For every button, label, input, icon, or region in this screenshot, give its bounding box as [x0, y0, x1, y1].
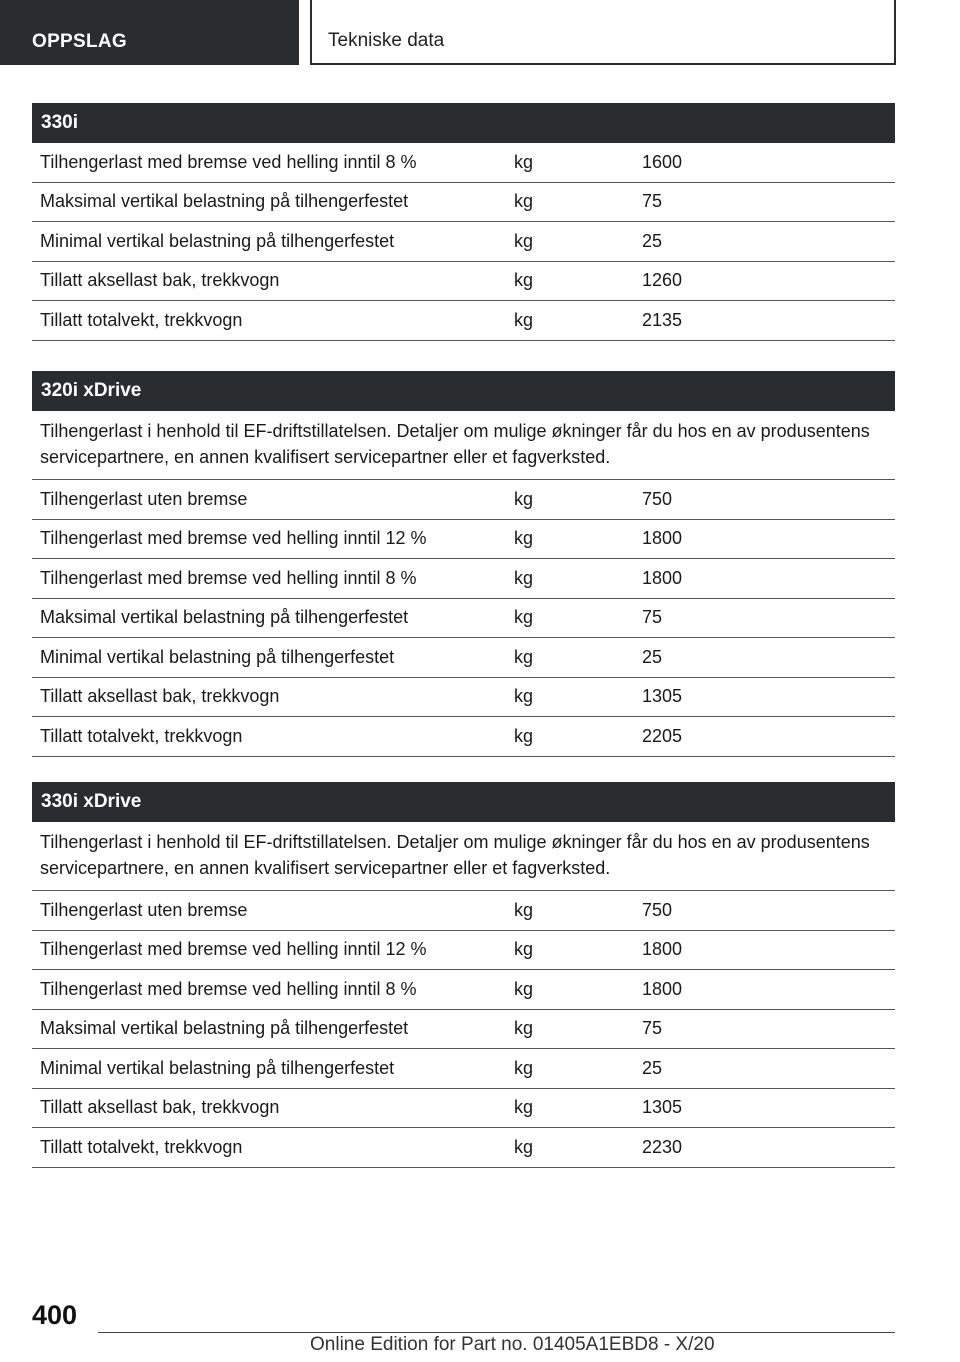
- header-chapter-title: Tekniske data: [310, 0, 896, 65]
- row-value: 1260: [642, 270, 683, 291]
- row-value: 750: [642, 488, 673, 509]
- row-label: Maksimal vertikal belastning på tilhengerfestet: [40, 191, 409, 212]
- row-unit: kg: [514, 899, 534, 920]
- section-title: 330i xDrive: [32, 782, 895, 822]
- footer-divider: [98, 1332, 895, 1333]
- row-unit: kg: [514, 939, 534, 960]
- row-label: Tilhengerlast med bremse ved helling inntil 12 %: [40, 939, 427, 960]
- row-value: 1800: [642, 939, 683, 960]
- row-label: Tillatt aksellast bak, trekkvogn: [40, 270, 280, 291]
- row-unit: kg: [514, 607, 534, 628]
- row-label: Maksimal vertikal belastning på tilhengerfestet: [40, 607, 409, 628]
- table-row: [32, 520, 895, 560]
- row-label: Tilhengerlast med bremse ved helling inntil 8 %: [40, 567, 417, 588]
- table-row: [32, 678, 895, 718]
- spec-section: [32, 371, 895, 757]
- row-value: 1800: [642, 978, 683, 999]
- section-title: 320i xDrive: [32, 371, 895, 411]
- row-value: 1800: [642, 567, 683, 588]
- row-value: 25: [642, 646, 663, 667]
- row-label: Tillatt aksellast bak, trekkvogn: [40, 686, 280, 707]
- table-row: [32, 1010, 895, 1050]
- row-unit: kg: [514, 1057, 534, 1078]
- row-unit: kg: [514, 151, 534, 172]
- page-number: 400: [32, 1300, 78, 1330]
- table-row: [32, 143, 895, 183]
- row-label: Tillatt totalvekt, trekkvogn: [40, 309, 243, 330]
- spec-section: [32, 103, 895, 341]
- row-value: 2230: [642, 1136, 683, 1157]
- row-unit: kg: [514, 978, 534, 999]
- section-title: 330i: [32, 103, 895, 143]
- row-label: Tillatt totalvekt, trekkvogn: [40, 725, 243, 746]
- row-label: Minimal vertikal belastning på tilhengerfestet: [40, 1057, 395, 1078]
- table-row: [32, 1049, 895, 1089]
- row-value: 750: [642, 899, 673, 920]
- row-label: Tilhengerlast med bremse ved helling inntil 8 %: [40, 151, 417, 172]
- row-value: 1305: [642, 686, 683, 707]
- row-unit: kg: [514, 270, 534, 291]
- row-unit: kg: [514, 686, 534, 707]
- footer-edition-text: Online Edition for Part no. 01405A1EBD8 - X/20: [310, 1334, 715, 1355]
- table-row: [32, 183, 895, 223]
- row-value: 75: [642, 607, 663, 628]
- row-unit: kg: [514, 488, 534, 509]
- table-row: [32, 891, 895, 931]
- table-row: [32, 559, 895, 599]
- table-row: [32, 301, 895, 341]
- row-unit: kg: [514, 725, 534, 746]
- row-value: 75: [642, 1018, 663, 1039]
- table-row: [32, 222, 895, 262]
- row-value: 1600: [642, 151, 683, 172]
- row-value: 75: [642, 191, 663, 212]
- row-label: Tilhengerlast med bremse ved helling inntil 8 %: [40, 978, 417, 999]
- row-value: 1305: [642, 1097, 683, 1118]
- section-note: Tilhengerlast i henhold til EF-driftstillatelsen. Detaljer om mulige økninger får du hos en av produsentens servicepartnere, en annen kvalifisert servicepartner eller et fagverksted.: [32, 411, 895, 480]
- row-unit: kg: [514, 191, 534, 212]
- row-unit: kg: [514, 309, 534, 330]
- row-unit: kg: [514, 646, 534, 667]
- row-unit: kg: [514, 230, 534, 251]
- row-value: 2135: [642, 309, 683, 330]
- table-row: [32, 1128, 895, 1168]
- table-row: [32, 599, 895, 639]
- row-unit: kg: [514, 567, 534, 588]
- row-value: 25: [642, 230, 663, 251]
- row-unit: kg: [514, 1136, 534, 1157]
- row-label: Minimal vertikal belastning på tilhengerfestet: [40, 646, 395, 667]
- row-unit: kg: [514, 1097, 534, 1118]
- table-row: [32, 262, 895, 302]
- row-label: Tilhengerlast uten bremse: [40, 899, 248, 920]
- table-row: [32, 480, 895, 520]
- table-row: [32, 970, 895, 1010]
- row-label: Maksimal vertikal belastning på tilhengerfestet: [40, 1018, 409, 1039]
- row-label: Tilhengerlast uten bremse: [40, 488, 248, 509]
- row-unit: kg: [514, 528, 534, 549]
- table-row: [32, 1089, 895, 1129]
- row-value: 25: [642, 1057, 663, 1078]
- row-label: Tilhengerlast med bremse ved helling inntil 12 %: [40, 528, 427, 549]
- row-label: Tillatt aksellast bak, trekkvogn: [40, 1097, 280, 1118]
- header-section-tab: OPPSLAG: [0, 0, 299, 65]
- table-row: [32, 931, 895, 971]
- row-label: Tillatt totalvekt, trekkvogn: [40, 1136, 243, 1157]
- table-row: [32, 717, 895, 757]
- row-value: 2205: [642, 725, 683, 746]
- row-label: Minimal vertikal belastning på tilhengerfestet: [40, 230, 395, 251]
- spec-section: [32, 782, 895, 1168]
- row-unit: kg: [514, 1018, 534, 1039]
- section-note: Tilhengerlast i henhold til EF-driftstillatelsen. Detaljer om mulige økninger får du hos en av produsentens servicepartnere, en annen kvalifisert servicepartner eller et fagverksted.: [32, 822, 895, 891]
- table-row: [32, 638, 895, 678]
- row-value: 1800: [642, 528, 683, 549]
